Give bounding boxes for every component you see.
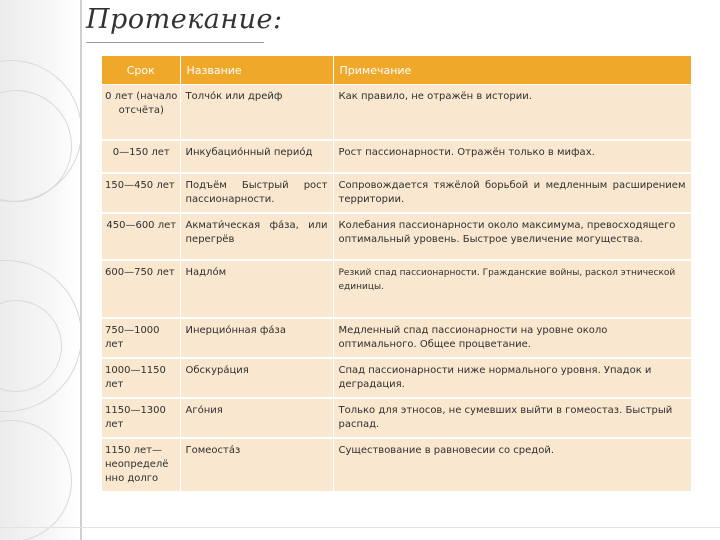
- cell-term: 1000—1150 лет: [102, 358, 180, 398]
- table-row: [102, 140, 691, 173]
- cell-term: 750—1000 лет: [102, 318, 180, 358]
- cell-name: Аго́ния: [180, 398, 333, 438]
- table-header-row: [102, 56, 691, 85]
- cell-term: 0—150 лет: [102, 140, 180, 173]
- cell-name: Надло́м: [180, 260, 333, 318]
- table-row: [102, 318, 691, 358]
- cell-name: Гомеоста́з: [180, 438, 333, 492]
- cell-name: Инерцио́нная фа́за: [180, 318, 333, 358]
- table-row: [102, 260, 691, 318]
- cell-name: Толчо́к или дрейф: [180, 85, 333, 140]
- table-row: [102, 213, 691, 260]
- cell-note: Спад пассионарности ниже нормального уровня. Упадок и деградация.: [333, 358, 691, 398]
- header-name: Название: [180, 56, 333, 85]
- cell-term: 450—600 лет: [102, 213, 180, 260]
- cell-note: Медленный спад пассионарности на уровне около оптимального. Общее процветание.: [333, 318, 691, 358]
- cell-note: Существование в равновесии со средой.: [333, 438, 691, 492]
- header-term: Срок: [102, 56, 180, 85]
- slide-title: Протекание:: [86, 4, 283, 35]
- title-underline: [86, 42, 264, 43]
- table-row: [102, 173, 691, 213]
- cell-note: Резкий спад пассионарности. Гражданские войны, раскол этнической единицы.: [333, 260, 691, 318]
- cell-note: Только для этносов, не сумевших выйти в гомеостаз. Быстрый распад.: [333, 398, 691, 438]
- footer-line: [0, 527, 720, 528]
- cell-note: Сопровождается тяжёлой борьбой и медленным расширением территории.: [333, 173, 691, 213]
- cell-note: Колебания пассионарности около максимума, превосходящего оптимальный уровень. Быстрое увеличение могущества.: [333, 213, 691, 260]
- cell-term: 150—450 лет: [102, 173, 180, 213]
- phases-table: [102, 56, 692, 493]
- cell-note: Рост пассионарности. Отражён только в мифах.: [333, 140, 691, 173]
- cell-term: 600—750 лет: [102, 260, 180, 318]
- cell-note: Как правило, не отражён в истории.: [333, 85, 691, 140]
- cell-name: Акмати́ческая фа́за, или перегрёв: [180, 213, 333, 260]
- cell-name: Обскура́ция: [180, 358, 333, 398]
- cell-name: Инкубацио́нный перио́д: [180, 140, 333, 173]
- table-row: [102, 398, 691, 438]
- cell-name: Подъём Быстрый рост пассионарности.: [180, 173, 333, 213]
- table-row: [102, 438, 691, 492]
- table-row: [102, 358, 691, 398]
- cell-term: 0 лет (начало отсчёта): [102, 85, 180, 140]
- left-border-line: [80, 0, 82, 540]
- cell-term: 1150 лет— неопределё нно долго: [102, 438, 180, 492]
- header-note: Примечание: [333, 56, 691, 85]
- cell-term: 1150—1300 лет: [102, 398, 180, 438]
- table-row: [102, 85, 691, 140]
- left-decoration: [0, 0, 80, 540]
